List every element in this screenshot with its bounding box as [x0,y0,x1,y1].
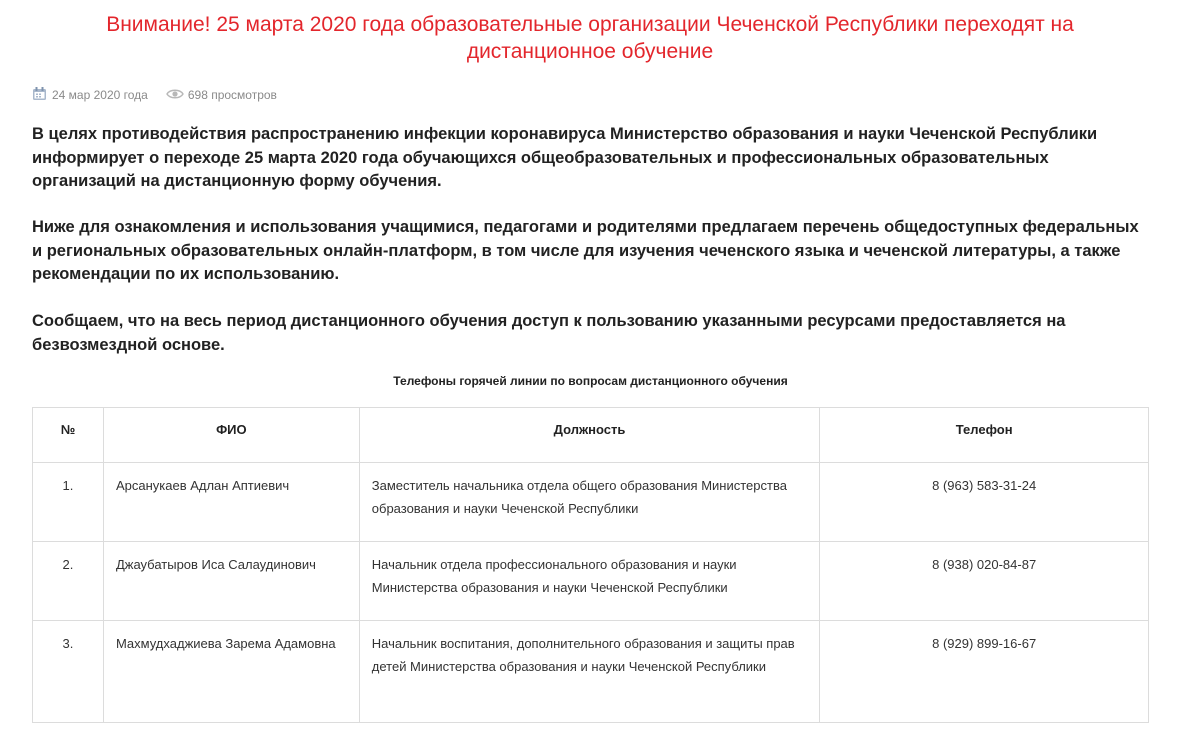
article-paragraph-2: Ниже для ознакомления и использования учащимися, педагогами и родителями предлагаем перечень общедоступных федеральных и региональных образовательных онлайн-платформ, в том числе для изучения чеченского языка и чеченской литературы, а также рекомендации по их использованию. [32,218,1139,283]
article-paragraph-3: Сообщаем, что на весь период дистанционного обучения доступ к пользованию указанными ресурсами предоставляется на безвозмездной основе. [32,312,1066,354]
row-number: 1. [33,463,104,542]
table-row [33,542,1149,621]
views-meta [166,88,277,103]
row-phone: 8 (929) 899-16-67 [820,621,1149,723]
header-number: № [33,408,104,463]
header-fio: ФИО [103,408,359,463]
row-position: Заместитель начальника отдела общего образования Министерства образования и науки Чеченской Республики [359,463,820,542]
row-phone: 8 (938) 020-84-87 [820,542,1149,621]
row-fio: Махмудхаджиева Зарема Адамовна [103,621,359,723]
row-number: 3. [33,621,104,723]
table-row [33,463,1149,542]
table-row [33,621,1149,723]
header-phone: Телефон [820,408,1149,463]
date-meta [32,86,148,104]
article-title: Внимание! 25 марта 2020 года образовательные организации Чеченской Республики переходят на дистанционное обучение [106,13,1074,63]
table-header-row [33,408,1149,463]
hotline-table [32,407,1149,723]
article-date: 24 мар 2020 года [52,88,148,102]
row-fio: Джаубатыров Иса Салаудинович [103,542,359,621]
header-position: Должность [359,408,820,463]
article-paragraph-1: В целях противодействия распространению инфекции коронавируса Министерство образования и науки Чеченской Республики информирует о переходе 25 марта 2020 года обучающихся общеобразовательных и профессиональных образовательных организаций на дистанционную форму обучения. [32,125,1098,190]
table-caption: Телефоны горячей линии по вопросам дистанционного обучения [393,374,788,388]
row-fio: Арсанукаев Адлан Аптиевич [103,463,359,542]
article-meta [32,86,295,104]
row-phone: 8 (963) 583-31-24 [820,463,1149,542]
calendar-icon [32,86,52,104]
row-position: Начальник отдела профессионального образования и науки Министерства образования и науки Чеченской Республики [359,542,820,621]
row-number: 2. [33,542,104,621]
article-views: 698 просмотров [187,88,277,102]
eye-icon [166,88,188,103]
row-position: Начальник воспитания, дополнительного образования и защиты прав детей Министерства образования и науки Чеченской Республики [359,621,820,723]
